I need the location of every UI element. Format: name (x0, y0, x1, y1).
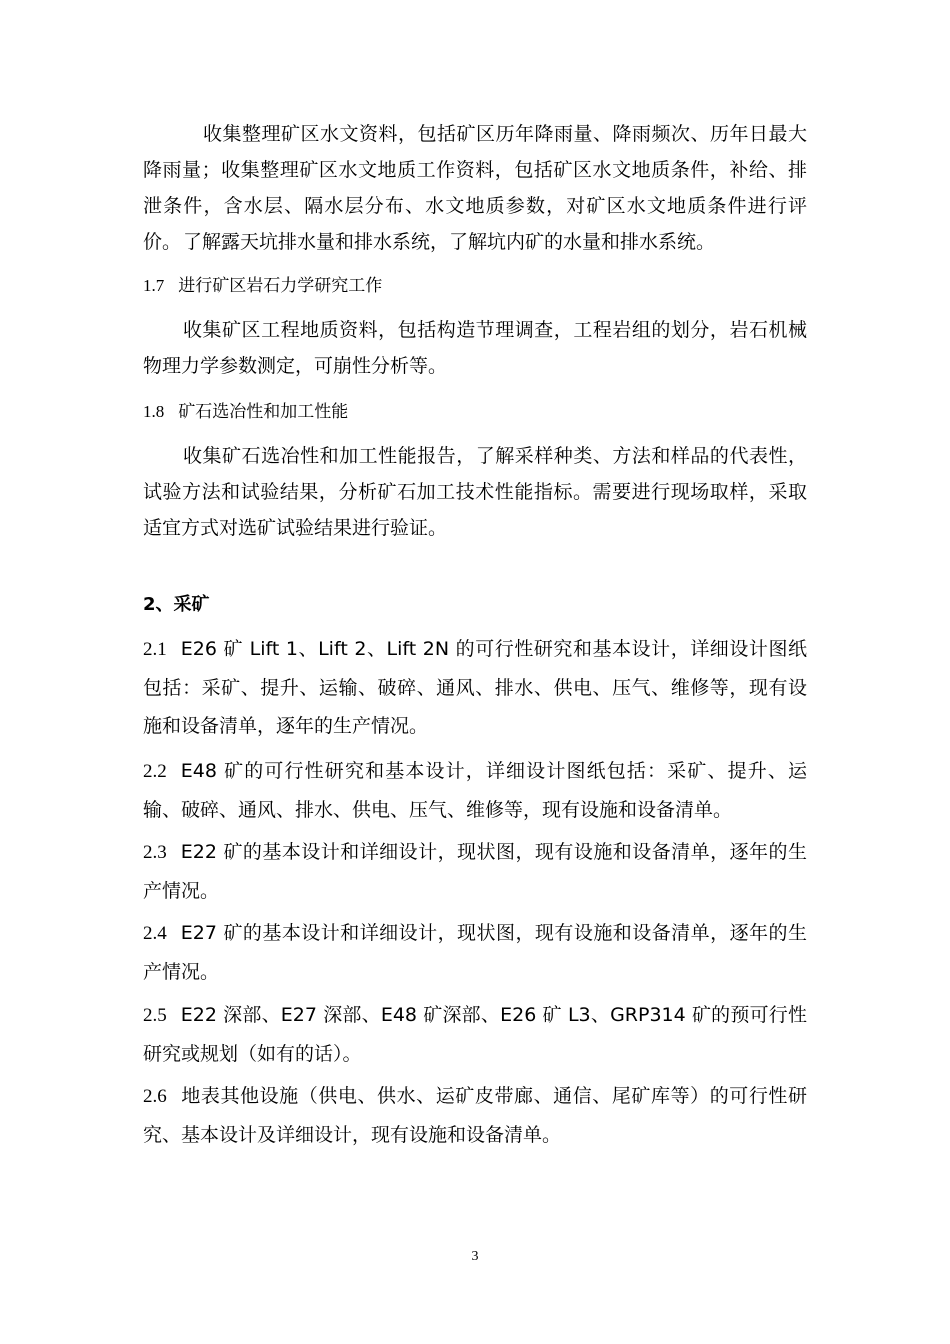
item-2-2 (143, 752, 807, 829)
item-text: E22 深部、E27 深部、E48 矿深部、E26 矿 L3、GRP314 矿的预可行性研究或规划（如有的话）。 (143, 1004, 807, 1065)
item-text: E22 矿的基本设计和详细设计，现状图，现有设施和设备清单，逐年的生产情况。 (143, 841, 807, 902)
section-1-8-heading (143, 397, 807, 427)
item-number: 2.2 (143, 761, 167, 782)
item-2-5 (143, 996, 807, 1073)
section-number: 1.8 (143, 402, 165, 421)
chapter-2-heading: 2、采矿 (143, 594, 210, 615)
item-2-4 (143, 914, 807, 991)
paragraph-ore-processing: 收集矿石选冶性和加工性能报告，了解采样种类、方法和样品的代表性，试验方法和试验结果，分析矿石加工技术性能指标。需要进行现场取样，采取适宜方式对选矿试验结果进行验证。 (143, 445, 807, 539)
section-1-7-heading (143, 271, 807, 301)
section-number: 1.7 (143, 276, 165, 295)
item-number: 2.4 (143, 923, 167, 944)
item-text: E26 矿 Lift 1、Lift 2、Lift 2N 的可行性研究和基本设计，详细设计图纸包括：采矿、提升、运输、破碎、通风、排水、供电、压气、维修等，现有设施和设备清单，逐年的生产情况。 (143, 638, 807, 737)
item-number: 2.5 (143, 1005, 167, 1026)
paragraph-hydrology: 收集整理矿区水文资料，包括矿区历年降雨量、降雨频次、历年日最大降雨量；收集整理矿区水文地质工作资料，包括矿区水文地质条件，补给、排泄条件，含水层、隔水层分布、水文地质参数，对矿区水文地质条件进行评价。 (143, 123, 807, 253)
item-number: 2.3 (143, 842, 167, 863)
item-2-3 (143, 833, 807, 910)
item-number: 2.1 (143, 639, 167, 660)
item-text: 地表其他设施（供电、供水、运矿皮带廊、通信、尾矿库等）的可行性研究、基本设计及详细设计，现有设施和设备清单。 (143, 1085, 807, 1146)
item-2-6 (143, 1077, 807, 1154)
item-text: E27 矿的基本设计和详细设计，现状图，现有设施和设备清单，逐年的生产情况。 (143, 922, 807, 983)
paragraph-rock-mechanics: 收集矿区工程地质资料，包括构造节理调查，工程岩组的划分，岩石机械物理力学参数测定，可崩性分析等。 (143, 319, 807, 377)
paragraph-drainage: 了解露天坑排水量和排水系统，了解坑内矿的水量和排水系统。 (183, 231, 716, 253)
section-title: 矿石选冶性和加工性能 (178, 402, 349, 422)
item-number: 2.6 (143, 1086, 167, 1107)
item-text: E48 矿的可行性研究和基本设计，详细设计图纸包括：采矿、提升、运输、破碎、通风、排水、供电、压气、维修等，现有设施和设备清单。 (143, 760, 807, 821)
page-number: 3 (471, 1249, 479, 1264)
section-title: 进行矿区岩石力学研究工作 (178, 276, 383, 296)
item-2-1 (143, 630, 807, 745)
